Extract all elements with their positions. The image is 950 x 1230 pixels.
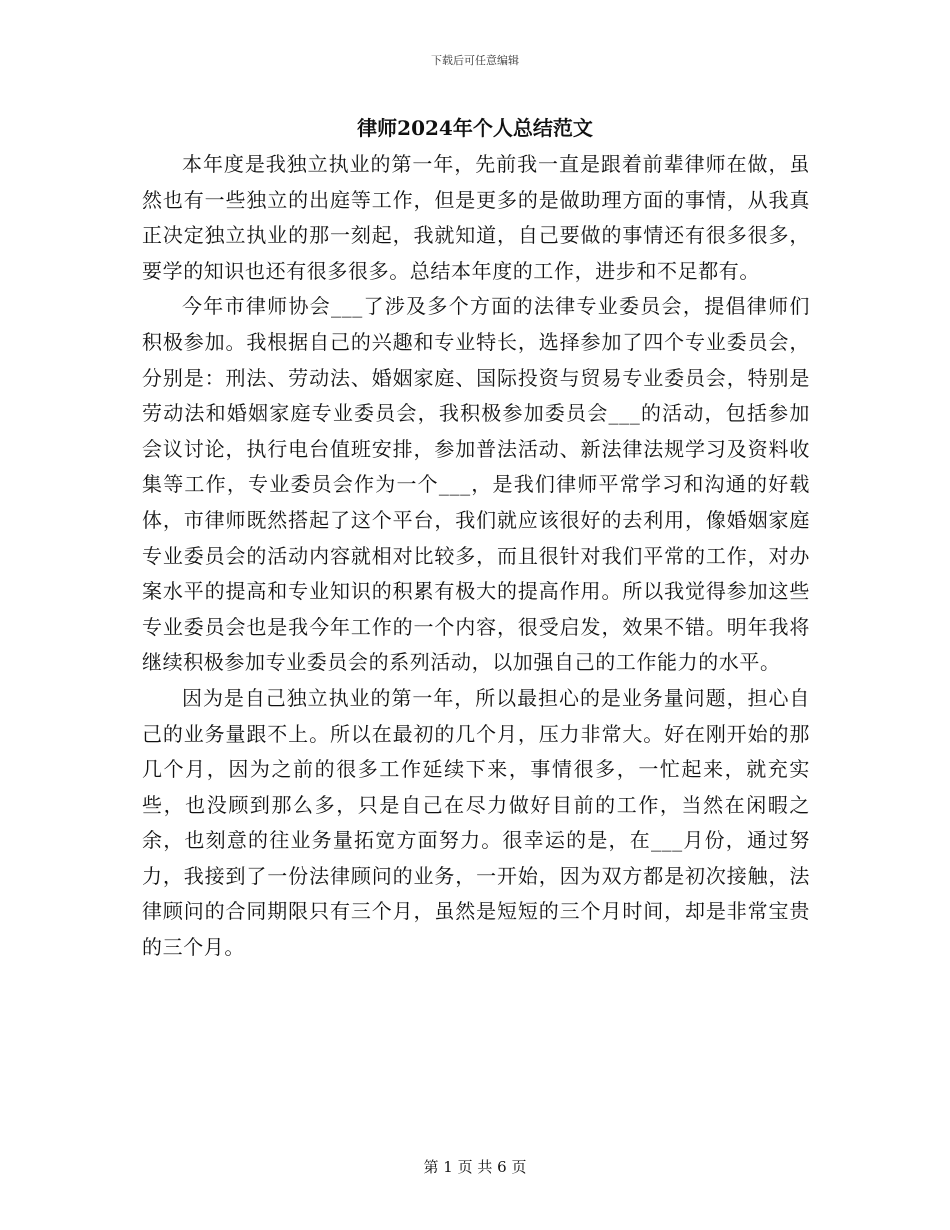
paragraph-2: 今年市律师协会___了涉及多个方面的法律专业委员会，提倡律师们积极参加。我根据自己的兴趣和专业特长，选择参加了四个专业委员会，分别是：刑法、劳动法、婚姻家庭、国际投资与贸易专业委员会，特别是劳动法和婚姻家庭专业委员会，我积极参加委员会___的活动，包括参加会议讨论，执行电台值班安排，参加普法活动、新法律法规学习及资料收集等工作，专业委员会作为一个___，是我们律师平常学习和沟通的好载体，市律师既然搭起了这个平台，我们就应该很好的去利用，像婚姻家庭专业委员会的活动内容就相对比较多，而且很针对我们平常的工作，对办案水平的提高和专业知识的积累有极大的提高作用。所以我觉得参加这些专业委员会也是我今年工作的一个内容，很受启发，效果不错。明年我将继续积极参加专业委员会的系列活动，以加强自己的工作能力的水平。 (142, 294, 810, 675)
document-body (142, 147, 810, 966)
page-footer: 第 1 页 共 6 页 (423, 1158, 527, 1176)
page-header: 下载后可任意编辑 (431, 54, 519, 67)
paragraph-3: 因为是自己独立执业的第一年，所以最担心的是业务量问题，担心自己的业务量跟不上。所以在最初的几个月，压力非常大。好在刚开始的那几个月，因为之前的很多工作延续下来，事情很多，一忙起来，就充实些，也没顾到那么多，只是自己在尽力做好目前的工作，当然在闲暇之余，也刻意的往业务量拓宽方面努力。很幸运的是，在___月份，通过努力，我接到了一份法律顾问的业务，一开始，因为双方都是初次接触，法律顾问的合同期限只有三个月，虽然是短短的三个月时间，却是非常宝贵的三个月。 (142, 685, 810, 960)
paragraph-1: 本年度是我独立执业的第一年，先前我一直是跟着前辈律师在做，虽然也有一些独立的出庭等工作，但是更多的是做助理方面的事情，从我真正决定独立执业的那一刻起，我就知道，自己要做的事情还有很多很多，要学的知识也还有很多很多。总结本年度的工作，进步和不足都有。 (142, 152, 810, 283)
document-title: 律师2024年个人总结范文 (357, 116, 593, 140)
